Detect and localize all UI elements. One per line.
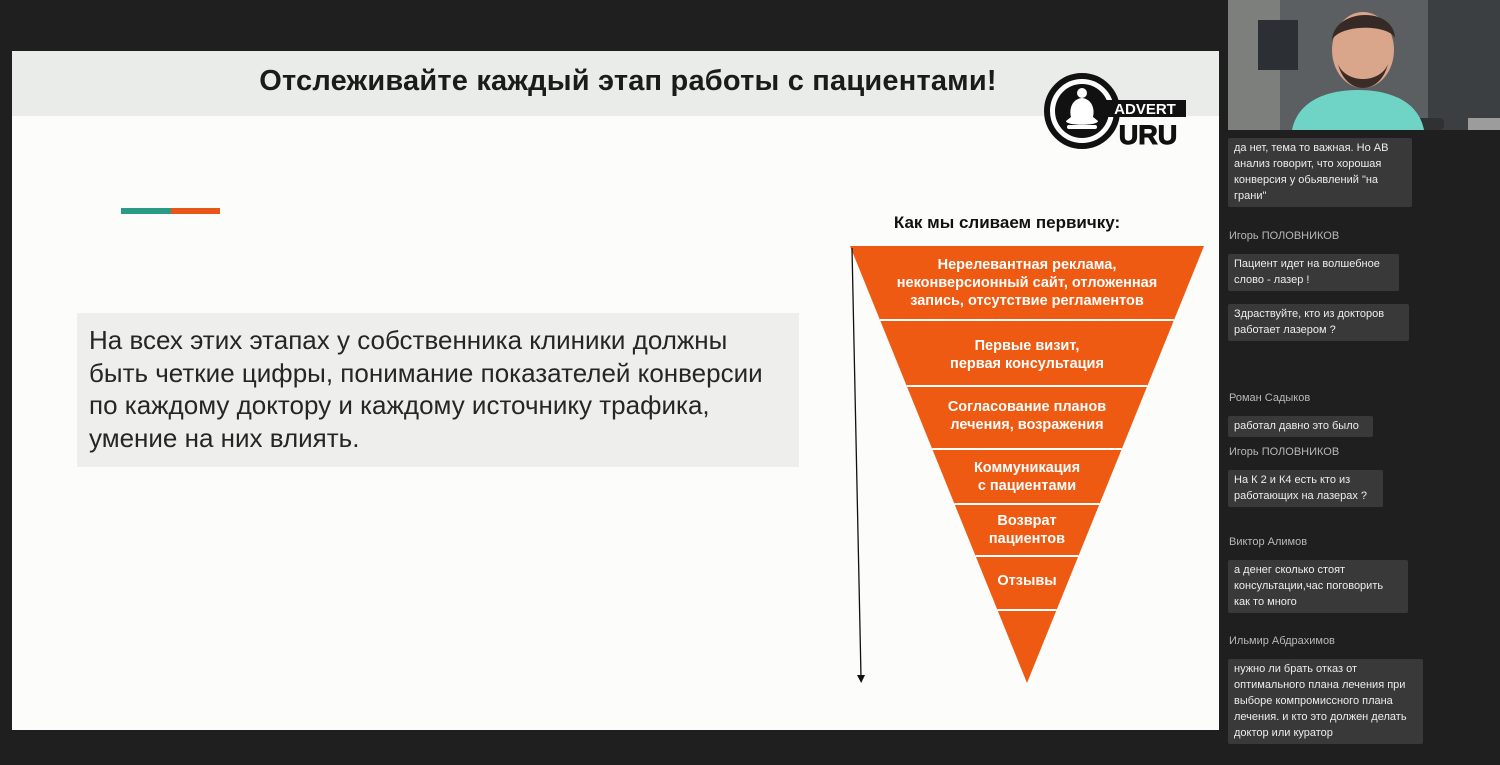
svg-text:URU: URU — [1118, 120, 1178, 150]
chat-message-text: Здраствуйте, кто из докторов работает лазером ? — [1228, 304, 1409, 341]
chat-message — [1228, 304, 1409, 341]
speaker-video-icon — [1228, 0, 1500, 130]
chat-message — [1228, 536, 1408, 613]
chat-message — [1228, 392, 1373, 437]
chat-author: Ильмир Абдрахимов — [1229, 635, 1335, 647]
chat-message — [1228, 230, 1399, 291]
funnel-diagram — [12, 51, 1219, 730]
chat-author: Виктор Алимов — [1229, 536, 1308, 548]
funnel-heading: Как мы сливаем первичку: — [893, 213, 1121, 232]
arrow-head-icon — [857, 675, 865, 683]
chat-author: Роман Садыков — [1229, 392, 1311, 404]
chat-message — [1228, 635, 1423, 744]
funnel-stage-label: Отзывы — [997, 573, 1057, 589]
chat-author: Игорь ПОЛОВНИКОВ — [1229, 230, 1340, 242]
chat-message-text: да нет, тема то важная. Но АВ анализ говорит, что хорошая конверсия у обьявлений "на грани" — [1228, 138, 1412, 207]
funnel-arrow — [852, 248, 865, 683]
chat-message — [1228, 446, 1383, 507]
chat-message-text: Пациент идет на волшебное слово - лазер ! — [1228, 254, 1399, 291]
svg-text:ADVERT: ADVERT — [1114, 101, 1176, 118]
funnel-stage-label: Согласование планов лечения, возражения — [947, 399, 1107, 433]
chat-message — [1228, 138, 1412, 207]
chat-message-text: На К 2 и К4 есть кто из работающих на лазерах ? — [1228, 470, 1383, 507]
slide-title: Отслеживайте каждый этап работы с пациентами! — [259, 65, 997, 97]
funnel-stage-label: Коммуникация с пациентами — [973, 460, 1081, 494]
key-message-text: На всех этих этапах у собственника клиники должны быть четкие цифры, понимание показателей конверсии по каждому доктору и каждому источнику трафика, умение на них влиять. — [89, 325, 763, 453]
webcam-video — [1228, 0, 1500, 130]
presentation-slide — [12, 51, 1219, 730]
chat-message-text: работал давно это было — [1228, 416, 1373, 437]
chat-message-text: нужно ли брать отказ от оптимального плана лечения при выборе компромиссного плана лечения. и кто это должен делать доктор или куратор — [1228, 659, 1423, 744]
funnel-stage-label: Нерелевантная реклама, неконверсионный сайт, отложенная запись, отсутствие регламентов — [896, 257, 1158, 309]
chat-author: Игорь ПОЛОВНИКОВ — [1229, 446, 1340, 458]
funnel-stage-label: Первые визит, первая консультация — [950, 338, 1104, 372]
funnel-stage-label: Возврат пациентов — [988, 513, 1066, 547]
chat-message-text: а денег сколько стоят консультации,час поговорить как то много — [1228, 560, 1408, 613]
